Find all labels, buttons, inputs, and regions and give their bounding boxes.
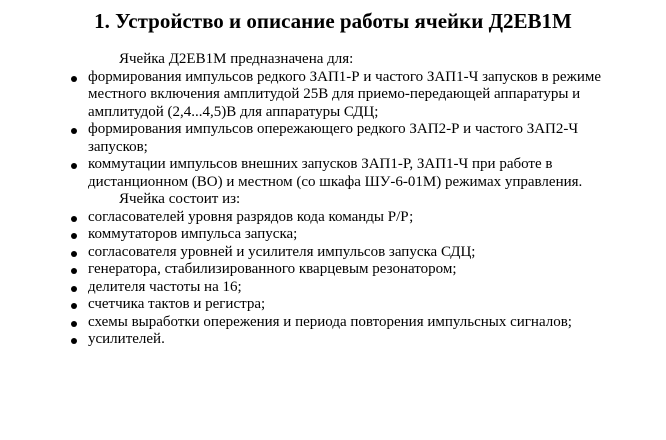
- bullet-icon: [71, 286, 77, 292]
- list-item: [71, 279, 641, 297]
- composition-list: [71, 209, 641, 349]
- bullet-icon: [71, 251, 77, 257]
- purpose-list: [71, 69, 627, 192]
- list-item-text: усилителей.: [88, 331, 165, 347]
- list-item: [71, 156, 627, 191]
- document-body: [71, 51, 641, 349]
- list-item-text: формирования импульсов редкого ЗАП1-Р и частого ЗАП1-Ч запусков в режиме местного включения амплитудой 25В для приемо-передающей аппаратуры и амплитудой (2,4...4,5)В для аппаратуры СДЦ;: [88, 68, 602, 120]
- list-item-text: счетчика тактов и регистра;: [88, 296, 266, 312]
- list-item-text: схемы выработки опережения и периода повторения импульсных сигналов;: [88, 313, 572, 330]
- list-item-text: коммутации импульсов внешних запусков ЗАП1-Р, ЗАП1-Ч при работе в дистанционном (ВО) и местном (со шкафа ШУ-6-01М) режимах управления.: [88, 156, 583, 190]
- list-item: [71, 244, 641, 262]
- bullet-icon: [71, 163, 77, 169]
- list-item: [71, 296, 641, 314]
- page-title: 1. Устройство и описание работы ячейки Д2ЕВ1М: [94, 9, 572, 33]
- list-item: [71, 261, 641, 279]
- list-item-text: согласователя уровней и усилителя импульсов запуска СДЦ;: [88, 243, 476, 260]
- list-item: [71, 331, 641, 349]
- bullet-icon: [71, 268, 77, 274]
- bullet-icon: [71, 216, 77, 222]
- list-item: [71, 121, 627, 156]
- list-item: [71, 226, 641, 244]
- bullet-icon: [71, 76, 77, 82]
- list-item-text: делителя частоты на 16;: [88, 278, 242, 295]
- list-item: [71, 314, 641, 332]
- bullet-icon: [71, 321, 77, 327]
- list-item-text: генератора, стабилизированного кварцевым резонатором;: [88, 261, 457, 277]
- purpose-lead: Ячейка Д2ЕВ1М предназначена для:: [119, 51, 354, 67]
- bullet-icon: [71, 338, 77, 344]
- list-item-text: коммутаторов импульса запуска;: [88, 226, 298, 242]
- composition-lead: Ячейка состоит из:: [119, 191, 241, 207]
- list-item-text: согласователей уровня разрядов кода команды Р/Р;: [88, 208, 414, 225]
- bullet-icon: [71, 233, 77, 239]
- list-item: [71, 69, 627, 122]
- list-item-text: формирования импульсов опережающего редкого ЗАП2-Р и частого ЗАП2-Ч запусков;: [88, 121, 579, 155]
- list-item: [71, 209, 641, 227]
- bullet-icon: [71, 128, 77, 134]
- bullet-icon: [71, 303, 77, 309]
